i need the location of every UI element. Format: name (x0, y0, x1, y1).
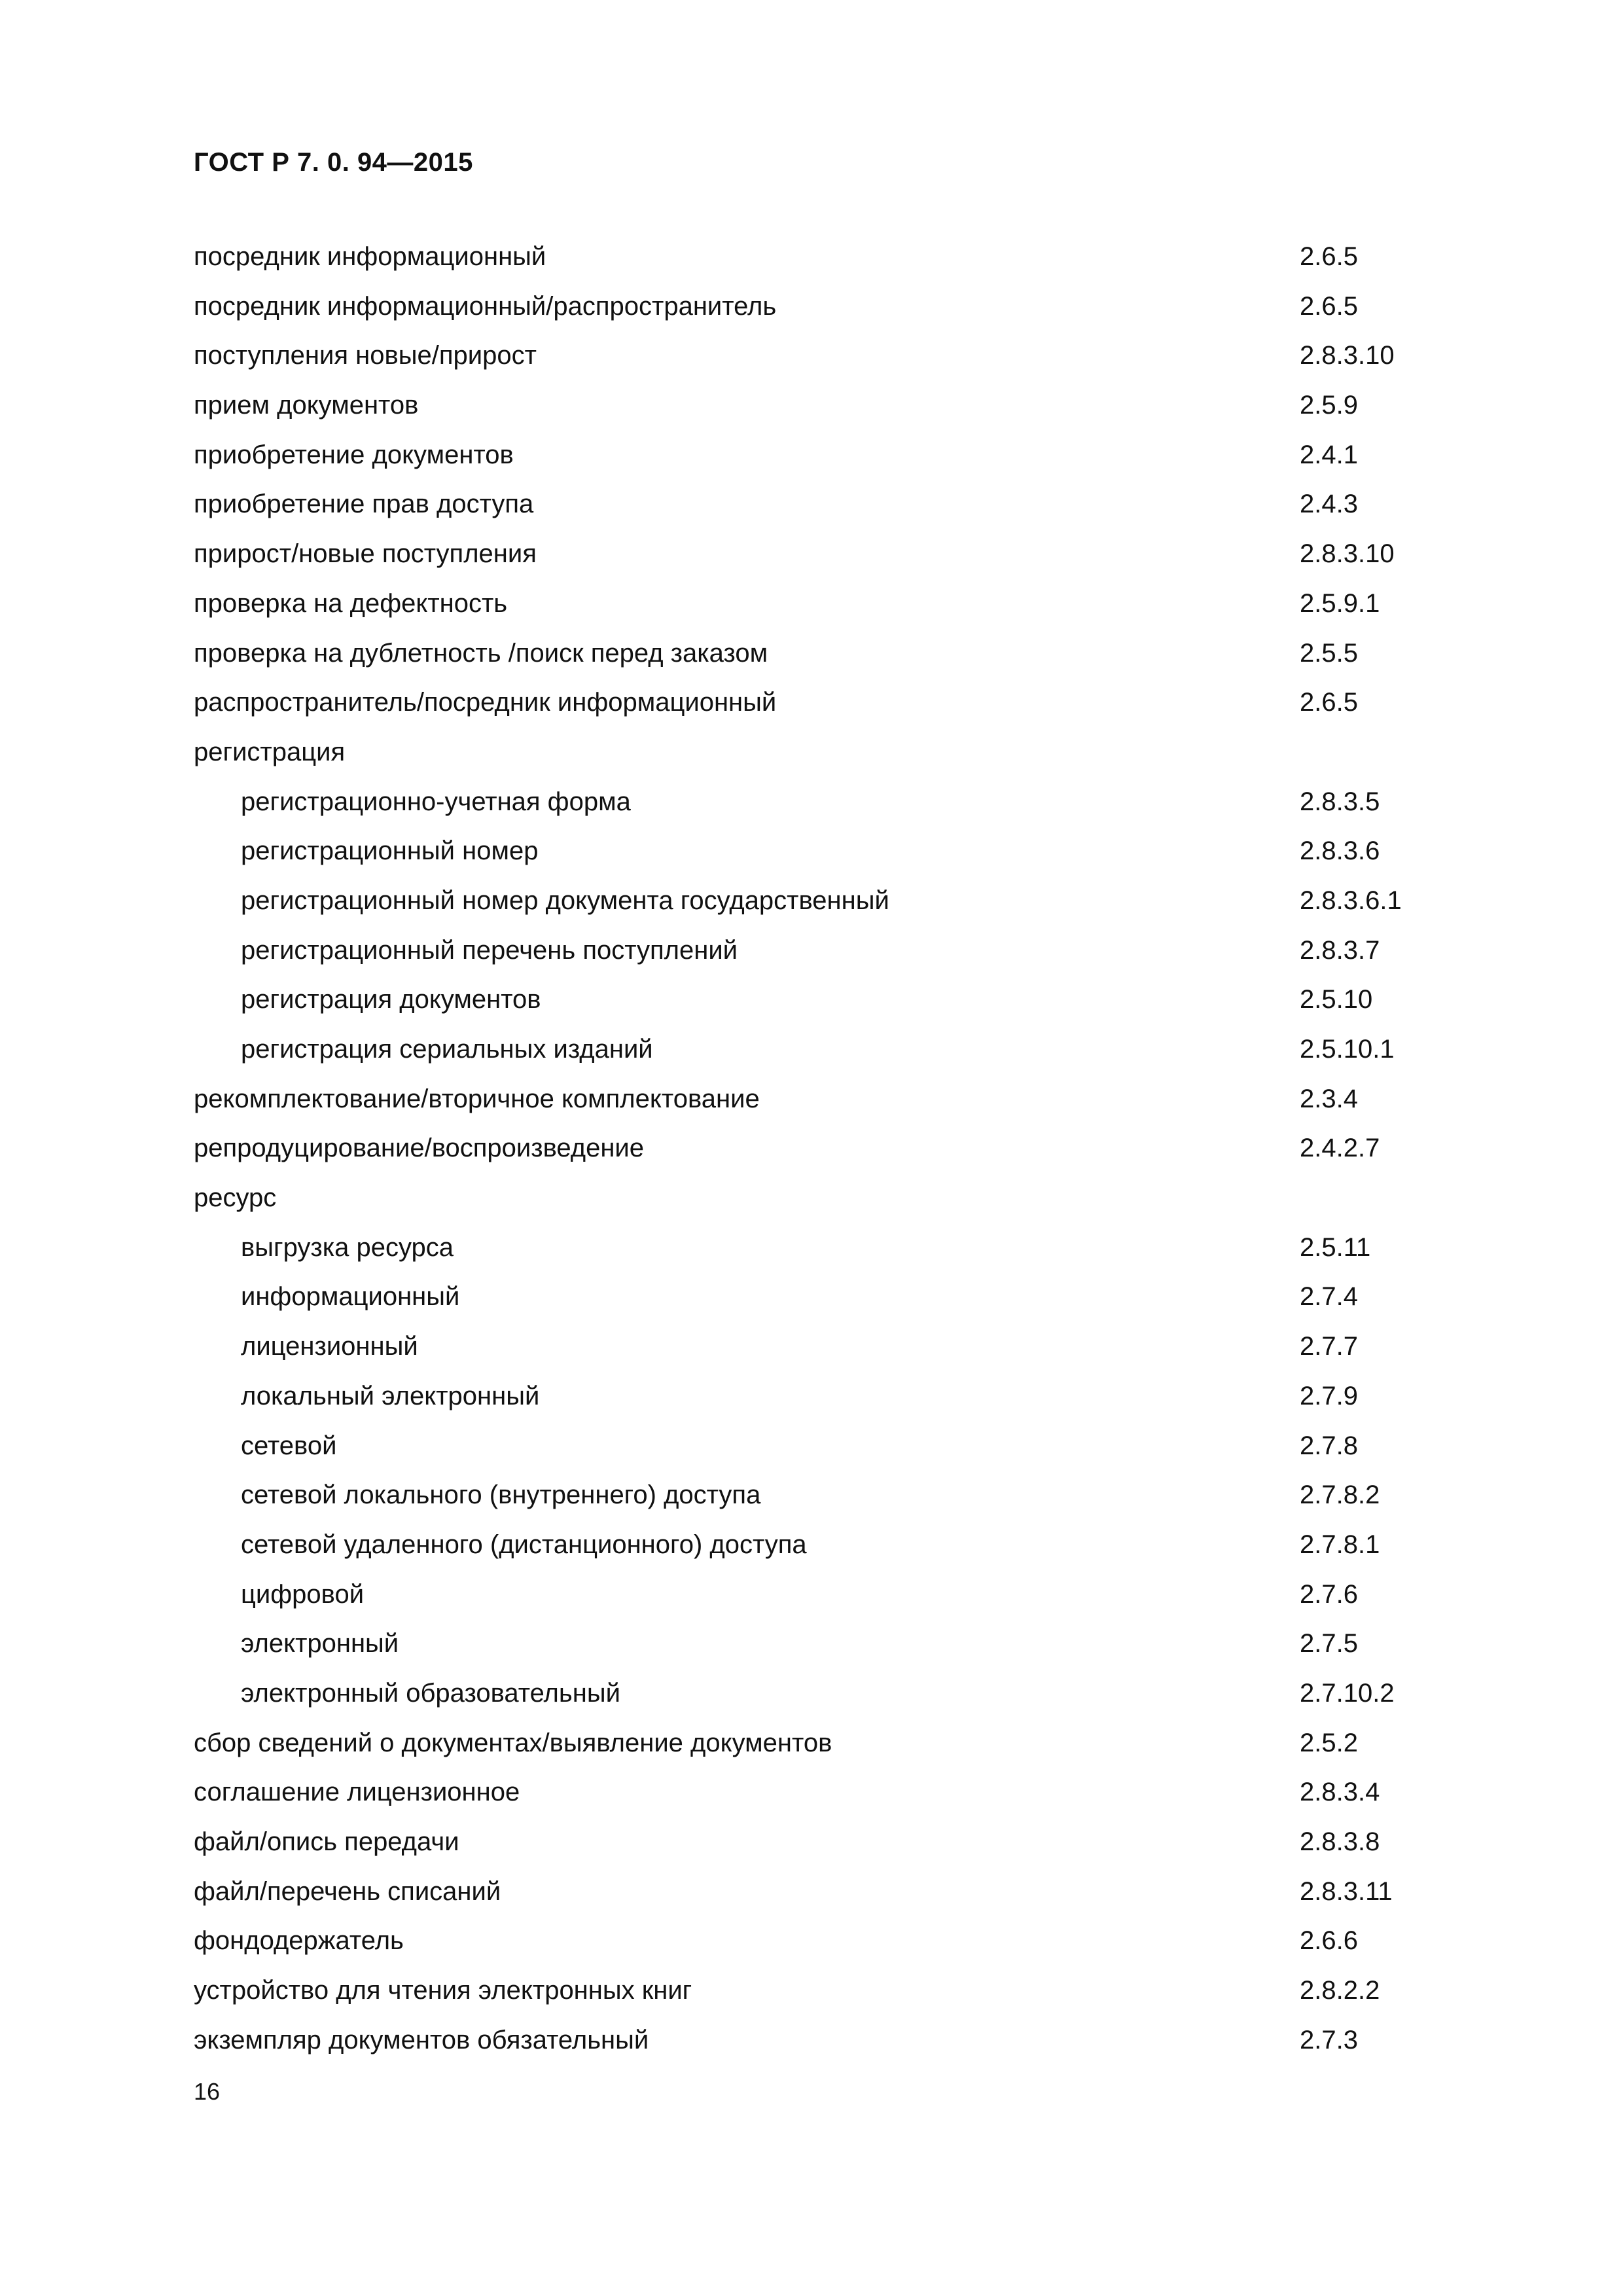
index-reference: 2.8.3.7 (1300, 935, 1380, 965)
index-reference: 2.7.8 (1300, 1431, 1358, 1460)
index-term: файл/перечень списаний (194, 1876, 501, 1906)
index-entry (194, 1924, 1437, 1973)
index-entry (194, 1874, 1437, 1924)
index-subentry (194, 1676, 1437, 1726)
index-entry (194, 1131, 1437, 1181)
index-entry (194, 240, 1437, 289)
index-term: сетевой удаленного (дистанционного) доступа (241, 1530, 807, 1559)
index-reference: 2.5.10.1 (1300, 1035, 1395, 1064)
index-reference: 2.7.3 (1300, 2025, 1358, 2054)
index-reference: 2.7.9 (1300, 1381, 1358, 1410)
index-reference: 2.8.3.6 (1300, 836, 1380, 866)
index-reference: 2.6.5 (1300, 242, 1358, 271)
index-entry (194, 1181, 1437, 1230)
index-reference: 2.5.5 (1300, 638, 1358, 668)
index-term: посредник информационный/распространитель (194, 291, 777, 321)
index-reference: 2.7.6 (1300, 1579, 1358, 1609)
index-subentry (194, 1230, 1437, 1280)
index-reference: 2.4.3 (1300, 490, 1358, 519)
index-term: электронный (241, 1629, 399, 1659)
index-reference: 2.5.9 (1300, 391, 1358, 420)
index-term: репродуцирование/воспроизведение (194, 1134, 645, 1163)
index-entry (194, 388, 1437, 438)
index-subentry (194, 1478, 1437, 1528)
index-subentry (194, 1329, 1437, 1379)
index-term: приобретение прав доступа (194, 490, 534, 519)
index-entry (194, 636, 1437, 686)
index-reference: 2.7.5 (1300, 1629, 1358, 1659)
index-entry (194, 586, 1437, 636)
index-subentry (194, 1626, 1437, 1676)
index-reference: 2.7.7 (1300, 1332, 1358, 1361)
index-term: сетевой (241, 1431, 337, 1460)
index-term: регистрационный номер (241, 836, 539, 866)
page-number: 16 (194, 2078, 221, 2105)
document-header: ГОСТ Р 7. 0. 94—2015 (194, 148, 473, 177)
index-entry (194, 735, 1437, 785)
index-subentry (194, 1429, 1437, 1479)
index-term: прирост/новые поступления (194, 539, 537, 569)
index-subentry (194, 1280, 1437, 1329)
index-subentry (194, 982, 1437, 1032)
index-term: электронный образовательный (241, 1678, 620, 1708)
index-subentry (194, 1577, 1437, 1627)
index-reference: 2.6.5 (1300, 291, 1358, 321)
index-entry (194, 537, 1437, 586)
index-term: регистрация документов (241, 985, 541, 1014)
index-term: выгрузка ресурса (241, 1232, 454, 1262)
index-term: сбор сведений о документах/выявление документов (194, 1728, 832, 1757)
index-subentry (194, 1032, 1437, 1082)
index-reference: 2.8.3.4 (1300, 1778, 1380, 1807)
index-subentry (194, 933, 1437, 983)
index-entry (194, 1825, 1437, 1874)
index-reference: 2.8.3.6.1 (1300, 886, 1402, 915)
index-term: распространитель/посредник информационный (194, 688, 777, 717)
index-reference: 2.6.6 (1300, 1926, 1358, 1956)
index-reference: 2.6.5 (1300, 688, 1358, 717)
index-reference: 2.7.8.1 (1300, 1530, 1380, 1559)
index-subentry (194, 785, 1437, 834)
index-term: информационный (241, 1282, 460, 1312)
index-term: устройство для чтения электронных книг (194, 1976, 692, 2005)
index-reference: 2.8.2.2 (1300, 1976, 1380, 2005)
index-subentry (194, 834, 1437, 884)
index-reference: 2.8.3.8 (1300, 1827, 1380, 1856)
index-term: проверка на дефектность (194, 588, 508, 618)
index-entry (194, 1973, 1437, 2023)
index-term: ресурс (194, 1183, 277, 1213)
index-term: поступления новые/прирост (194, 341, 537, 370)
index-entry (194, 438, 1437, 488)
index-reference: 2.7.4 (1300, 1282, 1358, 1312)
index-entry (194, 2023, 1437, 2073)
index-term: экземпляр документов обязательный (194, 2025, 649, 2054)
index-reference: 2.7.8.2 (1300, 1480, 1380, 1510)
index-subentry (194, 1528, 1437, 1577)
index-entry (194, 289, 1437, 339)
index-term: регистрация сериальных изданий (241, 1035, 653, 1064)
index-term: прием документов (194, 391, 419, 420)
index-term: проверка на дублетность /поиск перед заказом (194, 638, 768, 668)
index-reference: 2.8.3.5 (1300, 787, 1380, 816)
index-reference: 2.7.10.2 (1300, 1678, 1395, 1708)
index-term: лицензионный (241, 1332, 418, 1361)
index-entry (194, 1775, 1437, 1825)
index-term: регистрационно-учетная форма (241, 787, 631, 816)
index-term: рекомплектование/вторичное комплектование (194, 1084, 760, 1113)
index-entry (194, 1726, 1437, 1776)
index-reference: 2.5.11 (1300, 1232, 1371, 1262)
index-entry (194, 1082, 1437, 1132)
index-reference: 2.5.9.1 (1300, 588, 1380, 618)
index-reference: 2.8.3.10 (1300, 341, 1395, 370)
index-term: регистрация (194, 737, 346, 766)
index-reference: 2.3.4 (1300, 1084, 1358, 1113)
index-subentry (194, 1379, 1437, 1429)
index-entry (194, 487, 1437, 537)
index-term: соглашение лицензионное (194, 1778, 520, 1807)
index-reference: 2.8.3.10 (1300, 539, 1395, 569)
index-term: файл/опись передачи (194, 1827, 459, 1856)
index-term: цифровой (241, 1579, 365, 1609)
index-reference: 2.5.10 (1300, 985, 1373, 1014)
index-reference: 2.8.3.11 (1300, 1876, 1393, 1906)
index-term: локальный электронный (241, 1381, 540, 1410)
index-term: регистрационный номер документа государственный (241, 886, 889, 915)
index-term: приобретение документов (194, 440, 514, 469)
index-entry (194, 685, 1437, 735)
index-entry (194, 338, 1437, 388)
index-term: регистрационный перечень поступлений (241, 935, 738, 965)
index-term: посредник информационный (194, 242, 546, 271)
index-term: сетевой локального (внутреннего) доступа (241, 1480, 761, 1510)
index-subentry (194, 884, 1437, 933)
index-reference: 2.5.2 (1300, 1728, 1358, 1757)
term-index-list (194, 240, 1437, 2072)
index-term: фондодержатель (194, 1926, 404, 1956)
index-reference: 2.4.2.7 (1300, 1134, 1380, 1163)
index-reference: 2.4.1 (1300, 440, 1358, 469)
